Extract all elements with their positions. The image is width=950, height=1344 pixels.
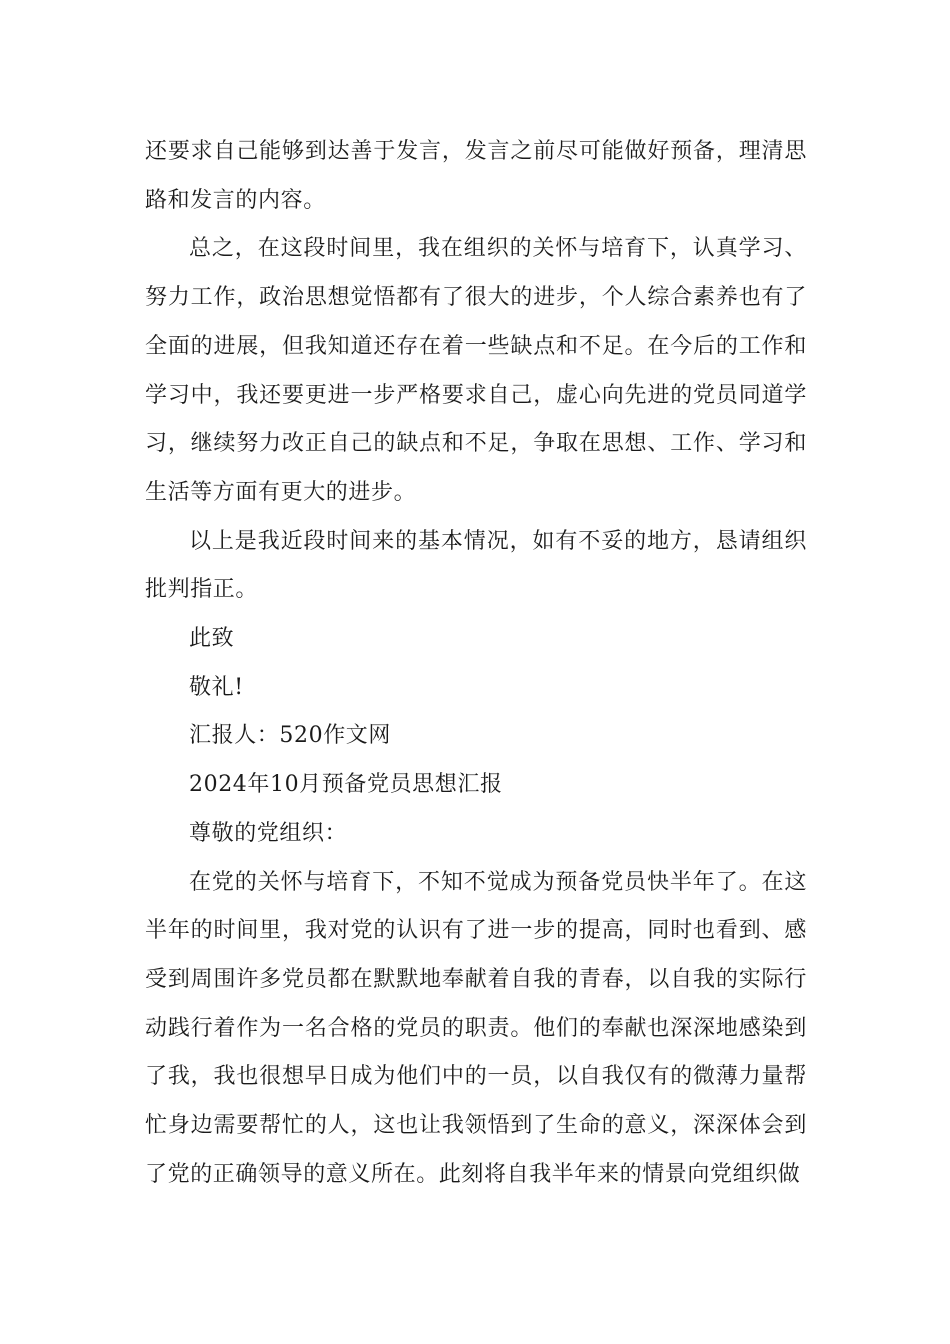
section-title: 2024年10月预备党员思想汇报 xyxy=(189,772,503,798)
paragraph-opening: 在党的关怀与培育下，不知不觉成为预备党员快半年了。在这半年的时间里，我对党的认识有了进一步的提高，同时也看到、感受到周围许多党员都在默默地奉献着自我的青春，以自我的实际行动践行着作为一名合格的党员的职责。他们的奉献也深深地感染到了我，我也很想早日成为他们中的一员，以自我仅有的微薄力量帮忙身边需要帮忙的人，这也让我领悟到了生命的意义，深深体会到了党的正确领导的意义所在。此刻将自我半年来的情景向党组织做 xyxy=(145,869,807,1187)
paragraph-continued: 还要求自己能够到达善于发言，发言之前尽可能做好预备，理清思路和发言的内容。 xyxy=(145,139,807,213)
closing-greeting: 此致 xyxy=(189,626,235,652)
salutation: 尊敬的党组织： xyxy=(189,820,348,846)
paragraph-summary: 总之，在这段时间里，我在组织的关怀与培育下，认真学习、努力工作，政治思想觉悟都有了很大的进步，个人综合素养也有了全面的进展，但我知道还存在着一些缺点和不足。在今后的工作和学习中，我还要更进一步严格要求自己，虚心向先进的党员同道学习，继续努力改正自己的缺点和不足，争取在思想、工作、学习和生活等方面有更大的进步。 xyxy=(145,236,807,505)
signature: 汇报人：520作文网 xyxy=(189,723,391,749)
paragraph-conclusion: 以上是我近段时间来的基本情况，如有不妥的地方，恳请组织批判指正。 xyxy=(145,528,807,603)
document-body xyxy=(145,128,807,1199)
closing-salute: 敬礼! xyxy=(189,674,244,700)
